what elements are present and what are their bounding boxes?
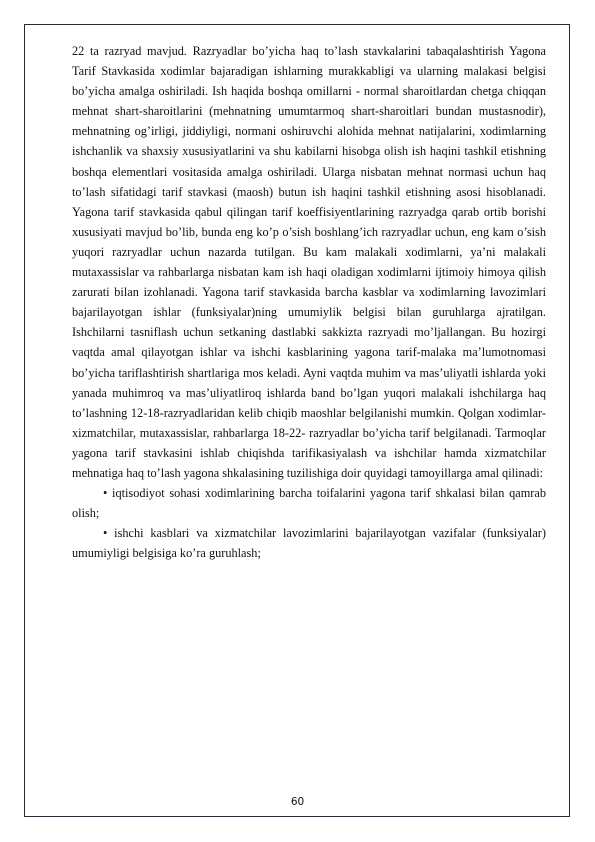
main-paragraph: 22 ta razryad mavjud. Razryadlar bo’yicha haq to’lash stavkalarini tabaqalashtirish Yagona Tarif Stavkasida xodimlar bajaradigan ishlarning murakkabligi va ularning malakasi belgisi bo’yicha amalga oshiriladi. Ish haqida boshqa omillarni - normal sharoitlardan chetga chiqqan mehnat shart-sharoitlarini (mehnatning umumtarmoq shart-sharoitlari bundan mustasnodir), mehnatning og’irligi, jiddiyligi, normani oshiruvchi alohida mehnat natijalarini, xodimlarning ishchanlik va shaxsiy xususiyatlarini va shu kabilarni hisobga olish ish haqini tashkil etishning boshqa elementlari vositasida amalga oshiriladi. Ularga nisbatan mehnat normasi uchun haq to’lash sifatidagi tarif stavkasi (maosh) butun ish haqini tashkil etishning asosi hisoblanadi. Yagona tarif stavkasida qabul qilingan tarif koeffisiyentlarining razryadga qarab ortib borishi xususiyati mavjud bo’lib, bunda eng ko’p o’sish boshlang’ich razryadlar uchun, eng kam o’sish yuqori razryadlar uchun nazarda tutilgan. Bu kam malakali xodimlarni, ya’ni malakali mutaxassislar va rahbarlarga nisbatan kam ish haqi oladigan xodimlarni ijtimoiy himoya qilish zarurati bilan izohlanadi. Yagona tarif stavkasida barcha kasblar va xodimlarning lavozimlari bajarilayotgan ishlar (funksiyalar)ning umumiylik belgisi bilan guruhlarga ajratilgan. Ishchilarni tasniflash uchun setkaning dastlabki sakkizta razryadi mo’ljallangan. Bu hozirgi vaqtda amal qilayotgan ishlar va ishchi kasblarining yagona tarif-malaka ma’lumotnomasi bo’yicha tariflashtirish shartlariga mos keladi. Ayni vaqtda muhim va mas’uliyatli ishlarda yoki yanada muhimroq va mas’uliyatliroq ishlarda band bo’lgan yuqori malakali ishchilarga haq to’lashning 12-18-razryadlaridan kelib chiqib maoshlar belgilanishi mumkin. Qolgan xodimlar-xizmatchilar, mutaxassislar, rahbarlarga 18-22- razryadlar bo’yicha tarif belgilanadi. Tarmoqlar yagona tarif stavkasini ishlab chiqishda tarifikasiyalash va ishchilar hamda xizmatchilar mehnatiga haq to’lash yagona shkalasining tuzilishiga doir quyidagi tamoyillarga amal qilinadi: xyxy=(72,44,546,480)
document-body xyxy=(72,41,546,563)
bullet-item-2: • ishchi kasblari va xizmatchilar lavozimlarini bajarilayotgan vazifalar (funksiyalar) umumiyligi belgisiga ko’ra guruhlash; xyxy=(72,526,546,561)
bullet-item-1: • iqtisodiyot sohasi xodimlarining barcha toifalarini yagona tarif shkalasi bilan qamrab olish; xyxy=(72,486,546,521)
page-number: 60 xyxy=(290,796,305,808)
